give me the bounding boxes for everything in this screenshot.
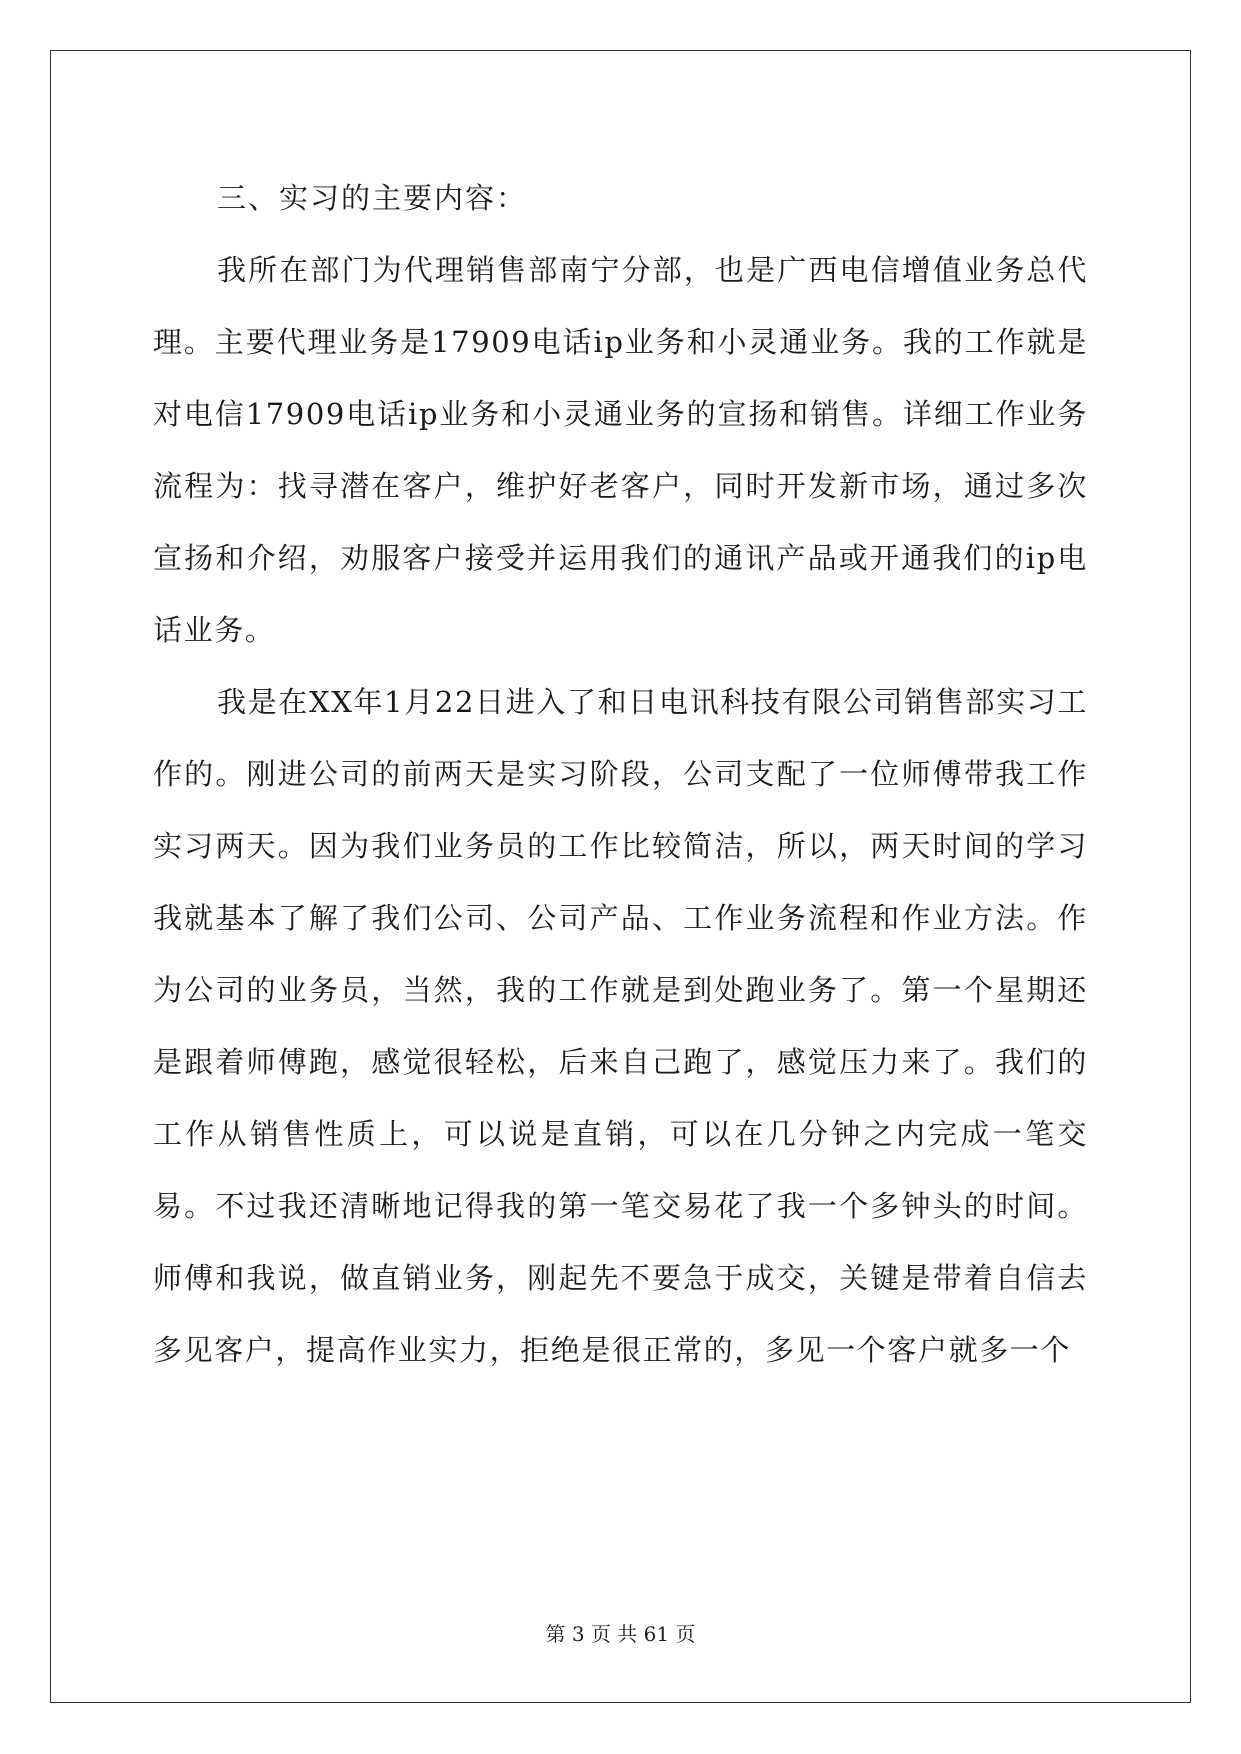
paragraph-1: 我所在部门为代理销售部南宁分部，也是广西电信增值业务总代理。主要代理业务是17909电话ip业务和小灵通业务。我的工作就是对电信17909电话ip业务和小灵通业务的宣扬和销售。详细工作业务流程为：找寻潜在客户，维护好老客户，同时开发新市场，通过多次宣扬和介绍，劝服客户接受并运用我们的通讯产品或开通我们的ip电话业务。	[153, 253, 1088, 647]
paragraph-2: 我是在XX年1月22日进入了和日电讯科技有限公司销售部实习工作的。刚进公司的前两天是实习阶段，公司支配了一位师傅带我工作实习两天。因为我们业务员的工作比较简洁，所以，两天时间的学习我就基本了解了我们公司、公司产品、工作业务流程和作业方法。作为公司的业务员，当然，我的工作就是到处跑业务了。第一个星期还是跟着师傅跑，感觉很轻松，后来自己跑了，感觉压力来了。我们的工作从销售性质上，可以说是直销，可以在几分钟之内完成一笔交易。不过我还清晰地记得我的第一笔交易花了我一个多钟头的时间。师傅和我说，做直销业务，刚起先不要急于成交，关键是带着自信去多见客户，提高作业实力，拒绝是很正常的，多见一个客户就多一个	[153, 685, 1088, 1367]
section-heading: 三、实习的主要内容：	[217, 181, 528, 215]
page-number-footer: 第 3 页 共 61 页	[545, 1622, 696, 1646]
document-body	[153, 162, 1088, 1386]
